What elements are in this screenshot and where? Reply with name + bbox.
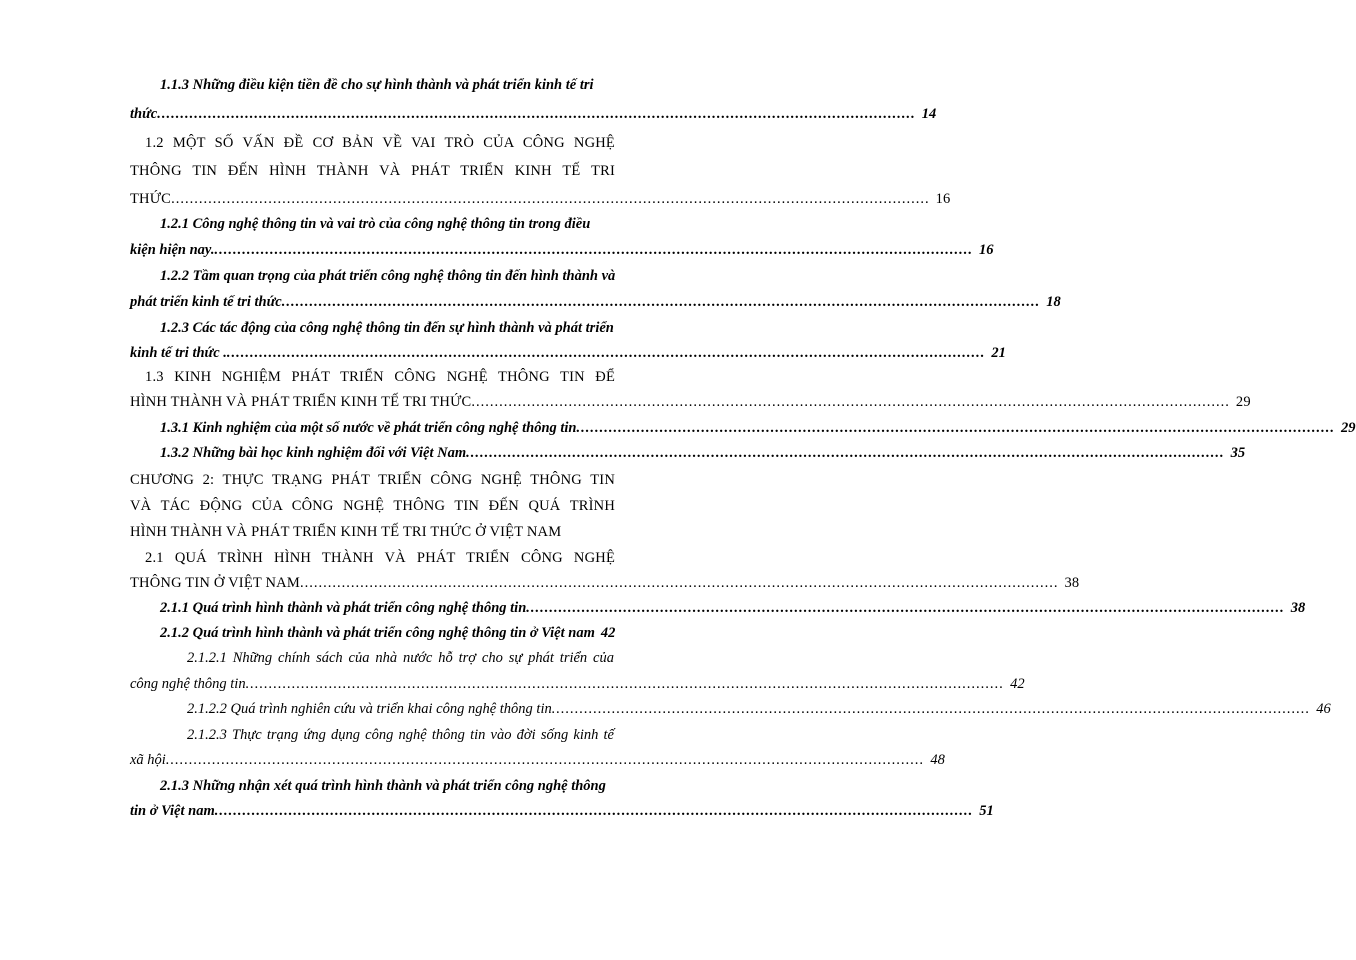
- page-number: 29: [1341, 420, 1356, 436]
- page-number: 48: [930, 752, 945, 768]
- leader-dots: ....................................................................................................................................................................: [171, 191, 930, 207]
- toc-entry-2-1-2-2: [187, 699, 1331, 719]
- leader-dots: ....................................................................................................................................................................: [226, 345, 986, 361]
- toc-entry-2-1-2-1-line1: 2.1.2.1 Những chính sách của nhà nước hỗ trợ cho sự phát triển của: [187, 650, 614, 666]
- toc-entry-1-3-2: [160, 443, 1246, 463]
- page-number: 42: [600, 625, 616, 641]
- toc-entry-1-2-3-line1: 1.2.3 Các tác động của công nghệ thông tin đến sự hình thành và phát triển: [160, 320, 614, 336]
- toc-entry-1-2-1-line2: [130, 240, 994, 260]
- toc-entry-1-1-3-line2: [130, 104, 937, 124]
- toc-text: HÌNH THÀNH VÀ PHÁT TRIỂN KINH TẾ TRI THỨC: [130, 394, 472, 410]
- page-number: 16: [935, 191, 951, 207]
- page-number: 42: [1010, 676, 1025, 692]
- toc-text: công nghệ thông tin: [130, 676, 246, 692]
- leader-dots: ....................................................................................................................................................................: [466, 445, 1225, 461]
- toc-text: 2.1.1 Quá trình hình thành và phát triển công nghệ thông tin: [160, 600, 527, 616]
- page-number: 29: [1235, 394, 1251, 410]
- toc-text: phát triển kinh tế tri thức: [130, 294, 282, 310]
- toc-entry-2-1-1: [160, 598, 1306, 618]
- toc-entry-1-2-line2: THÔNG TIN ĐẾN HÌNH THÀNH VÀ PHÁT TRIỂN KINH TẾ TRI: [130, 163, 615, 179]
- toc-entry-1-3-1: [160, 418, 1356, 438]
- page-number: 14: [921, 106, 937, 122]
- leader-dots: ....................................................................................................................................................................: [551, 701, 1311, 717]
- toc-entry-1-2-2-line2: [130, 292, 1061, 312]
- toc-text: kiện hiện nay.: [130, 242, 215, 258]
- leader-dots: ....................................................................................................................................................................: [471, 394, 1230, 410]
- toc-text: THỨC: [130, 191, 172, 207]
- toc-entry-1-2-line3: [130, 189, 951, 209]
- toc-entry-2-1-2-3-line2: [130, 750, 945, 770]
- toc-chapter-2-line1: CHƯƠNG 2: THỰC TRẠNG PHÁT TRIỂN CÔNG NGHỆ THÔNG TIN: [130, 472, 615, 488]
- leader-dots: ....................................................................................................................................................................: [281, 294, 1041, 310]
- toc-entry-1-1-3-line1: 1.1.3 Những điều kiện tiền đề cho sự hình thành và phát triển kinh tế tri: [160, 77, 594, 93]
- page-number: 18: [1046, 294, 1061, 310]
- leader-dots: ....................................................................................................................................................................: [157, 106, 916, 122]
- page-number: 16: [978, 242, 994, 258]
- leader-dots: ....................................................................................................................................................................: [214, 803, 974, 819]
- toc-entry-1-2-2-line1: 1.2.2 Tầm quan trọng của phát triển công nghệ thông tin đến hình thành và: [160, 268, 616, 284]
- toc-text: kinh tế tri thức .: [130, 345, 227, 361]
- leader-dots: ....................................................................................................................................................................: [299, 575, 1059, 591]
- page-number: 51: [979, 803, 994, 819]
- leader-dots: ....................................................................................................................................................................: [245, 676, 1005, 692]
- leader-dots: ....................................................................................................................................................................: [526, 600, 1285, 616]
- toc-entry-1-2-line1: 1.2 MỘT SỐ VẤN ĐỀ CƠ BẢN VỀ VAI TRÒ CỦA CÔNG NGHỆ: [145, 135, 615, 151]
- toc-entry-2-1-line1: 2.1 QUÁ TRÌNH HÌNH THÀNH VÀ PHÁT TRIỂN CÔNG NGHỆ: [145, 550, 615, 566]
- toc-text: 1.3.1 Kinh nghiệm của một số nước về phát triển công nghệ thông tin: [160, 420, 577, 436]
- toc-text: tin ở Việt nam: [130, 803, 215, 819]
- toc-entry-1-3-line1: 1.3 KINH NGHIỆM PHÁT TRIỂN CÔNG NGHỆ THÔNG TIN ĐỂ: [145, 369, 615, 385]
- toc-entry-1-2-1-line1: 1.2.1 Công nghệ thông tin và vai trò của công nghệ thông tin trong điều: [160, 216, 591, 232]
- page-number: 38: [1064, 575, 1080, 591]
- toc-text: 1.3.2 Những bài học kinh nghiệm đối với Việt Nam: [160, 445, 467, 461]
- toc-text: 2.1.2.2 Quá trình nghiên cứu và triển khai công nghệ thông tin: [187, 701, 552, 717]
- page-number: 38: [1290, 600, 1306, 616]
- page-number: 46: [1316, 701, 1331, 717]
- page-number: 35: [1230, 445, 1246, 461]
- toc-text: THÔNG TIN Ở VIỆT NAM: [130, 575, 300, 591]
- toc-chapter-2-line3: HÌNH THÀNH VÀ PHÁT TRIỂN KINH TẾ TRI THỨC Ở VIỆT NAM: [130, 524, 562, 540]
- toc-entry-2-1-2-1-line2: [130, 674, 1025, 694]
- toc-entry-2-1-3-line1: 2.1.3 Những nhận xét quá trình hình thành và phát triển công nghệ thông: [160, 778, 606, 794]
- toc-entry-1-2-3-line2: [130, 343, 1006, 363]
- toc-entry-2-1-2-3-line1: 2.1.2.3 Thực trạng ứng dụng công nghệ thông tin vào đời sống kinh tế: [187, 727, 614, 743]
- leader-dots: ....................................................................................................................................................................: [165, 752, 925, 768]
- toc-entry-1-3-line2: [130, 392, 1251, 412]
- leader-dots: ....................................................................................................................................................................: [214, 242, 973, 258]
- toc-entry-2-1-3-line2: [130, 801, 994, 821]
- toc-entry-2-1-line2: [130, 573, 1080, 593]
- toc-text: thức: [130, 106, 158, 122]
- leader-dots: ....................................................................................................................................................................: [576, 420, 1335, 436]
- toc-text: 2.1.2 Quá trình hình thành và phát triển công nghệ thông tin ở Việt nam: [160, 625, 595, 641]
- toc-chapter-2-line2: VÀ TÁC ĐỘNG CỦA CÔNG NGHỆ THÔNG TIN ĐẾN QUÁ TRÌNH: [130, 498, 615, 514]
- toc-entry-2-1-2: [160, 623, 614, 643]
- page-number: 21: [991, 345, 1006, 361]
- toc-text: xã hội: [130, 752, 166, 768]
